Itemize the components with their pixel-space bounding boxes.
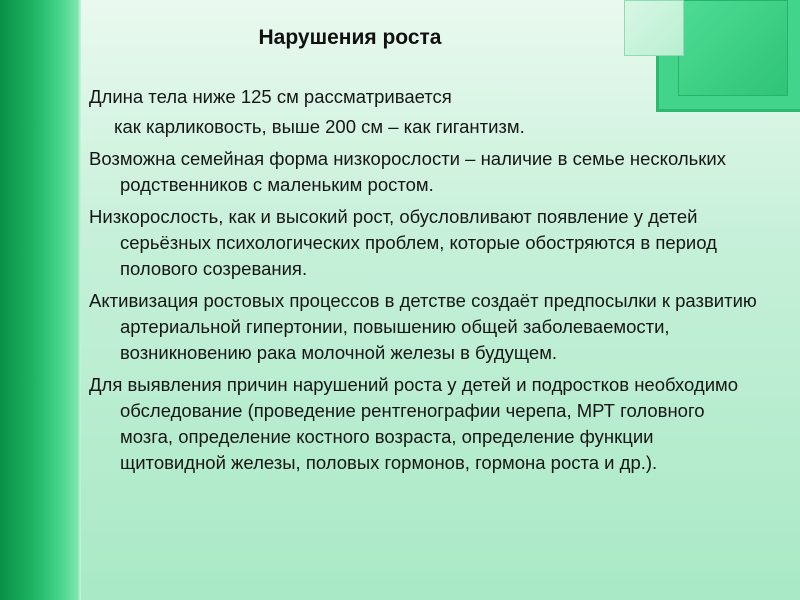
paragraph-psychological-problems: Низкорослость, как и высокий рост, обусловливают появление у детей серьёзных психологических проблем, которые обостряются в период полового созревания. <box>89 206 717 279</box>
paragraph-growth-activation: Активизация ростовых процессов в детстве создаёт предпосылки к развитию артериальной гипертонии, повышению общей заболеваемости, возникновению рака молочной железы в будущем. <box>89 290 757 363</box>
paragraph-examination: Для выявления причин нарушений роста у детей и подростков необходимо обследование (проведение рентгенографии черепа, МРТ головного мозга, определение костного возраста, определение функции щитовидной железы, половых гормонов, гормона роста и др.). <box>89 374 739 473</box>
paragraph-dwarfism-gigantism: как карликовость, выше 200 см – как гигантизм. <box>114 116 525 137</box>
left-accent-bar-edge <box>78 0 81 600</box>
slide-body <box>89 84 759 482</box>
paragraph-familial-short-stature: Возможна семейная форма низкорослости – наличие в семье нескольких родственников с маленьким ростом. <box>89 148 726 195</box>
left-accent-bar <box>0 0 78 600</box>
paragraph-body-length: Длина тела ниже 125 см рассматривается <box>89 86 452 107</box>
slide-title: Нарушения роста <box>258 26 442 49</box>
